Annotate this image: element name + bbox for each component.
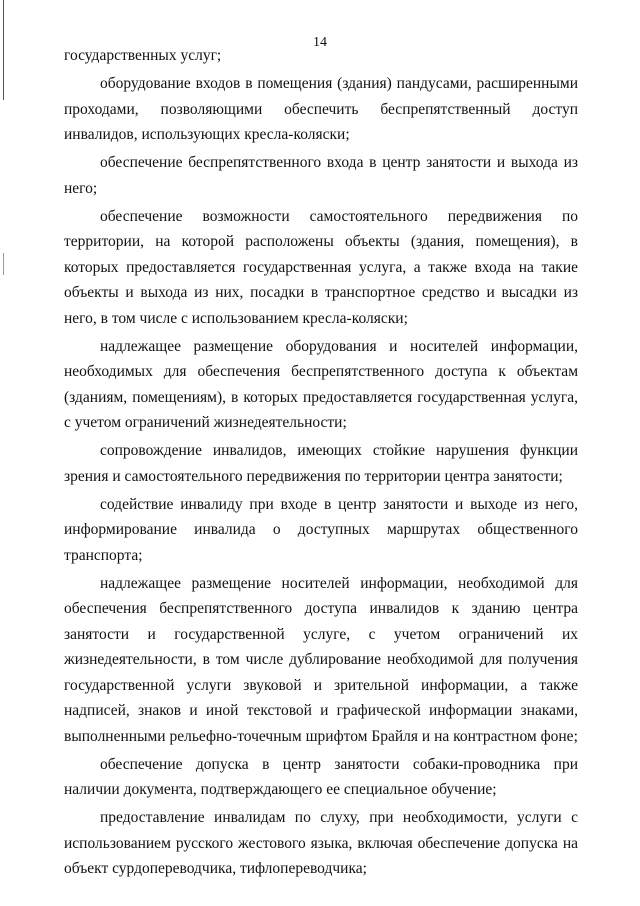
paragraph-guide-dog: обеспечение допуска в центр занятости собаки-проводника при наличии документа, подтверждающего ее специальное обучение; xyxy=(64,755,578,798)
paragraph-entrance-exit: обеспечение беспрепятственного входа в центр занятости и выхода из него; xyxy=(64,154,578,197)
paragraph-independent-movement: обеспечение возможности самостоятельного передвижения по территории, на которой расположены объекты (здания, помещения), в которых предоставляется государственная услуга, а также входа на такие объекты и выхода из них, посадки в транспортное средство и высадки из него, в том числе с использованием кресла-коляски; xyxy=(64,207,578,327)
page-number: 14 xyxy=(313,35,327,50)
binding-margin-tick xyxy=(3,253,4,275)
document-body xyxy=(64,43,578,884)
paragraph-continuation: государственных услуг; xyxy=(64,47,222,64)
paragraph-entrance-ramps: оборудование входов в помещения (здания) пандусами, расширенными проходами, позволяющими обеспечить беспрепятственный доступ инвалидов, использующих кресла-коляски; xyxy=(64,75,578,143)
paragraph-equipment-placement: надлежащее размещение оборудования и носителей информации, необходимых для обеспечения беспрепятственного доступа к объектам (зданиям, помещениям), в которых предоставляется государственная услуга, с учетом ограничений жизнедеятельности; xyxy=(64,337,578,431)
paragraph-assistance: содействие инвалиду при входе в центр занятости и выходе из него, информирование инвалида о доступных маршрутах общественного транспорта; xyxy=(64,495,578,564)
paragraph-escort: сопровождение инвалидов, имеющих стойкие нарушения функции зрения и самостоятельного передвижения по территории центра занятости; xyxy=(64,442,578,485)
paragraph-sign-language: предоставление инвалидам по слуху, при необходимости, услуги с использованием русского жестового языка, включая обеспечение допуска на объект сурдопереводчика, тифлопереводчика; xyxy=(64,809,578,877)
paragraph-information-carriers: надлежащее размещение носителей информации, необходимой для обеспечения беспрепятственного доступа инвалидов к зданию центра занятости и государственной услуге, с учетом ограничений их жизнедеятельности, в том числе дублирование необходимой для получения государственной услуги звуковой и зрительной информации, а также надписей, знаков и иной текстовой и графической информации знаками, выполненными рельефно-точечным шрифтом Брайля и на контрастном фоне; xyxy=(64,574,578,745)
